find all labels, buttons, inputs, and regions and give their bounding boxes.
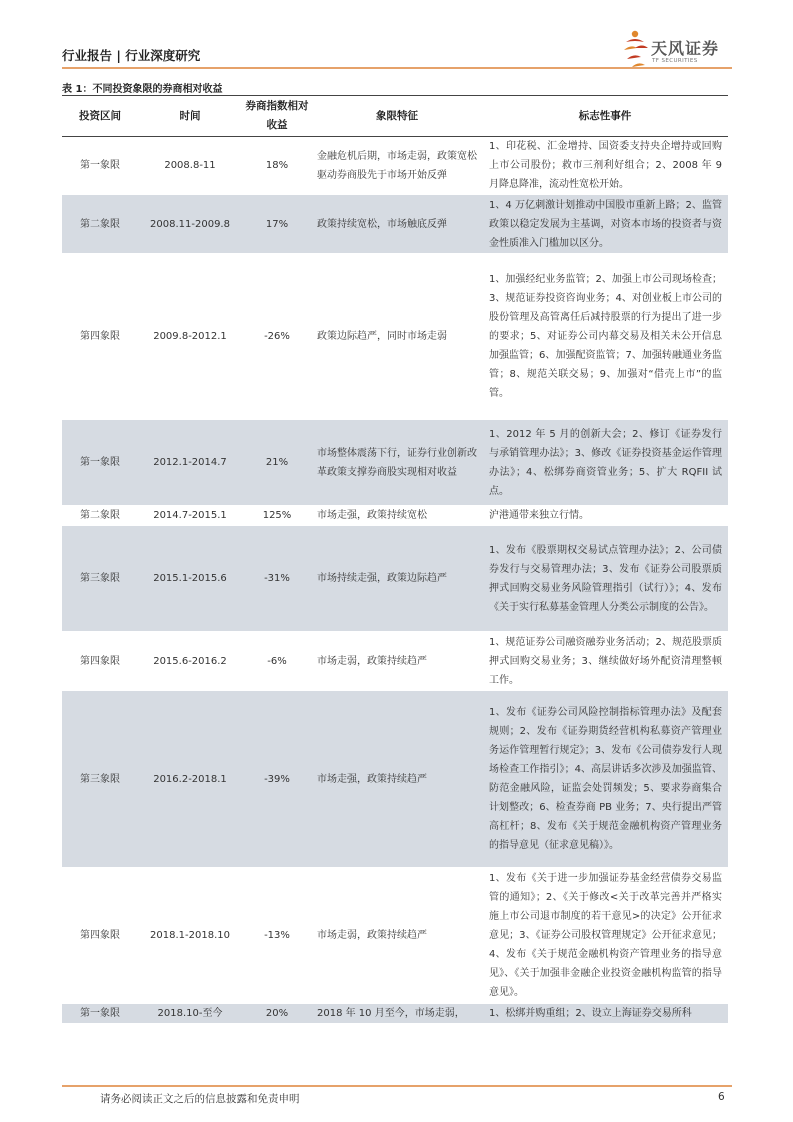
return-cell: -26% [242, 254, 312, 420]
events-cell: 1、规范证券公司融资融券业务活动；2、规范股票质押式回购交易业务；3、继续做好场外配资清理整顿工作。 [482, 632, 728, 691]
return-cell: 17% [242, 195, 312, 254]
tf-securities-logo [622, 28, 734, 72]
disclaimer-text: 请务必阅读正文之后的信息披露和免责申明 [100, 1093, 300, 1105]
feature-cell: 市场走弱，政策持续趋严 [312, 632, 482, 691]
return-cell: -6% [242, 632, 312, 691]
period-cell: 第一象限 [62, 137, 138, 195]
period-cell: 第四象限 [62, 868, 138, 1004]
time-cell: 2018.1-2018.10 [138, 868, 242, 1004]
table-row [62, 1004, 728, 1024]
feature-cell: 金融危机后期，市场走弱，政策宽松驱动券商股先于市场开始反弹 [312, 137, 482, 195]
table-row [62, 506, 728, 526]
feature-cell: 市场整体震荡下行，证券行业创新改革政策支撑券商股实现相对收益 [312, 420, 482, 506]
header-time: 时间 [138, 96, 242, 137]
return-cell: 20% [242, 1004, 312, 1024]
table-row [62, 420, 728, 506]
return-cell: 18% [242, 137, 312, 195]
table-row [62, 254, 728, 420]
return-cell: 21% [242, 420, 312, 506]
time-cell: 2009.8-2012.1 [138, 254, 242, 420]
feature-cell: 政策持续宽松，市场触底反弹 [312, 195, 482, 254]
table-row [62, 632, 728, 691]
events-cell: 1、发布《关于进一步加强证券基金经营债券交易监管的通知》；2、《关于修改<关于改革完善并严格实施上市公司退市制度的若干意见>的决定》公开征求意见；3、《证券公司股权管理规定》公开征求意见；4、发布《关于规范金融机构资产管理业务的指导意见》、《关于加强非金融企业投资金融机构监管的指导意见》。 [482, 868, 728, 1004]
header-period: 投资区间 [62, 96, 138, 137]
table-row [62, 868, 728, 1004]
feature-cell: 2018 年 10 月至今，市场走弱， [312, 1004, 482, 1024]
report-category: 行业报告 | 行业深度研究 [62, 48, 201, 63]
events-cell: 1、4 万亿刺激计划推动中国股市重新上路；2、监管政策以稳定发展为主基调，对资本市场的投资者与资金性质准入门槛加以区分。 [482, 195, 728, 254]
period-cell: 第四象限 [62, 632, 138, 691]
return-cell: 125% [242, 506, 312, 526]
header-feature: 象限特征 [312, 96, 482, 137]
broker-returns-table [62, 96, 728, 1024]
events-cell: 1、印花税、汇金增持、国资委支持央企增持或回购上市公司股份；救市三剂利好组合；2、2008 年 9 月降息降准，流动性宽松开始。 [482, 137, 728, 195]
table-header-row [62, 96, 728, 137]
events-cell: 1、加强经纪业务监管；2、加强上市公司现场检查；3、规范证券投资咨询业务；4、对创业板上市公司的股份管理及高管离任后减持股票的行为提出了进一步的要求；5、对证券公司内幕交易及相关未公开信息加强监管；6、加强配资监管；7、加强转融通业务监管；8、规范关联交易；9、加强对“借壳上市”的监管。 [482, 254, 728, 420]
table-row [62, 526, 728, 632]
return-cell: -31% [242, 526, 312, 632]
events-cell: 1、发布《股票期权交易试点管理办法》；2、公司债券发行与交易管理办法；3、发布《证券公司股票质押式回购交易业务风险管理指引（试行）》；4、发布《关于实行私募基金管理人分类公示制度的公告》。 [482, 526, 728, 632]
period-cell: 第四象限 [62, 254, 138, 420]
time-cell: 2008.8-11 [138, 137, 242, 195]
period-cell: 第三象限 [62, 691, 138, 868]
period-cell: 第二象限 [62, 506, 138, 526]
events-cell: 沪港通带来独立行情。 [482, 506, 728, 526]
page-number: 6 [718, 1091, 725, 1103]
feature-cell: 市场持续走强，政策边际趋严 [312, 526, 482, 632]
time-cell: 2015.1-2015.6 [138, 526, 242, 632]
logo-mark-icon [622, 30, 650, 70]
events-cell: 1、发布《证券公司风险控制指标管理办法》及配套规则；2、发布《证券期货经营机构私募资产管理业务运作管理暂行规定》；3、发布《公司债券发行人现场检查工作指引》；4、高层讲话多次涉及加强监管、防范金融风险，证监会处罚频发；5、要求券商集合计划整改；6、检查券商 PB 业务；7、央行提出严管高杠杆；8、发布《关于规范金融机构资产管理业务的指导意见（征求意见稿）》。 [482, 691, 728, 868]
table-row [62, 691, 728, 868]
return-cell: -13% [242, 868, 312, 1004]
header-divider [62, 67, 732, 69]
time-cell: 2015.6-2016.2 [138, 632, 242, 691]
table-caption: 表 1：不同投资象限的券商相对收益 [62, 84, 223, 95]
events-cell: 1、松绑并购重组；2、设立上海证券交易所科 [482, 1004, 728, 1024]
return-cell: -39% [242, 691, 312, 868]
table-row [62, 137, 728, 195]
footer-divider [62, 1085, 732, 1087]
feature-cell: 市场走强，政策持续趋严 [312, 691, 482, 868]
period-cell: 第三象限 [62, 526, 138, 632]
feature-cell: 市场走弱，政策持续趋严 [312, 868, 482, 1004]
time-cell: 2008.11-2009.8 [138, 195, 242, 254]
table-row [62, 195, 728, 254]
time-cell: 2014.7-2015.1 [138, 506, 242, 526]
logo-english-text: TF SECURITIES [652, 58, 698, 64]
header-events: 标志性事件 [482, 96, 728, 137]
period-cell: 第一象限 [62, 1004, 138, 1024]
period-cell: 第二象限 [62, 195, 138, 254]
period-cell: 第一象限 [62, 420, 138, 506]
time-cell: 2016.2-2018.1 [138, 691, 242, 868]
feature-cell: 市场走强，政策持续宽松 [312, 506, 482, 526]
feature-cell: 政策边际趋严，同时市场走弱 [312, 254, 482, 420]
time-cell: 2012.1-2014.7 [138, 420, 242, 506]
logo-chinese-text: 天风证券 [651, 39, 720, 58]
events-cell: 1、2012 年 5 月的创新大会；2、修订《证券发行与承销管理办法》；3、修改《证券投资基金运作管理办法》；4、松绑券商资管业务；5、扩大 RQFII 试点。 [482, 420, 728, 506]
header-return: 券商指数相对收益 [242, 96, 312, 137]
time-cell: 2018.10-至今 [138, 1004, 242, 1024]
